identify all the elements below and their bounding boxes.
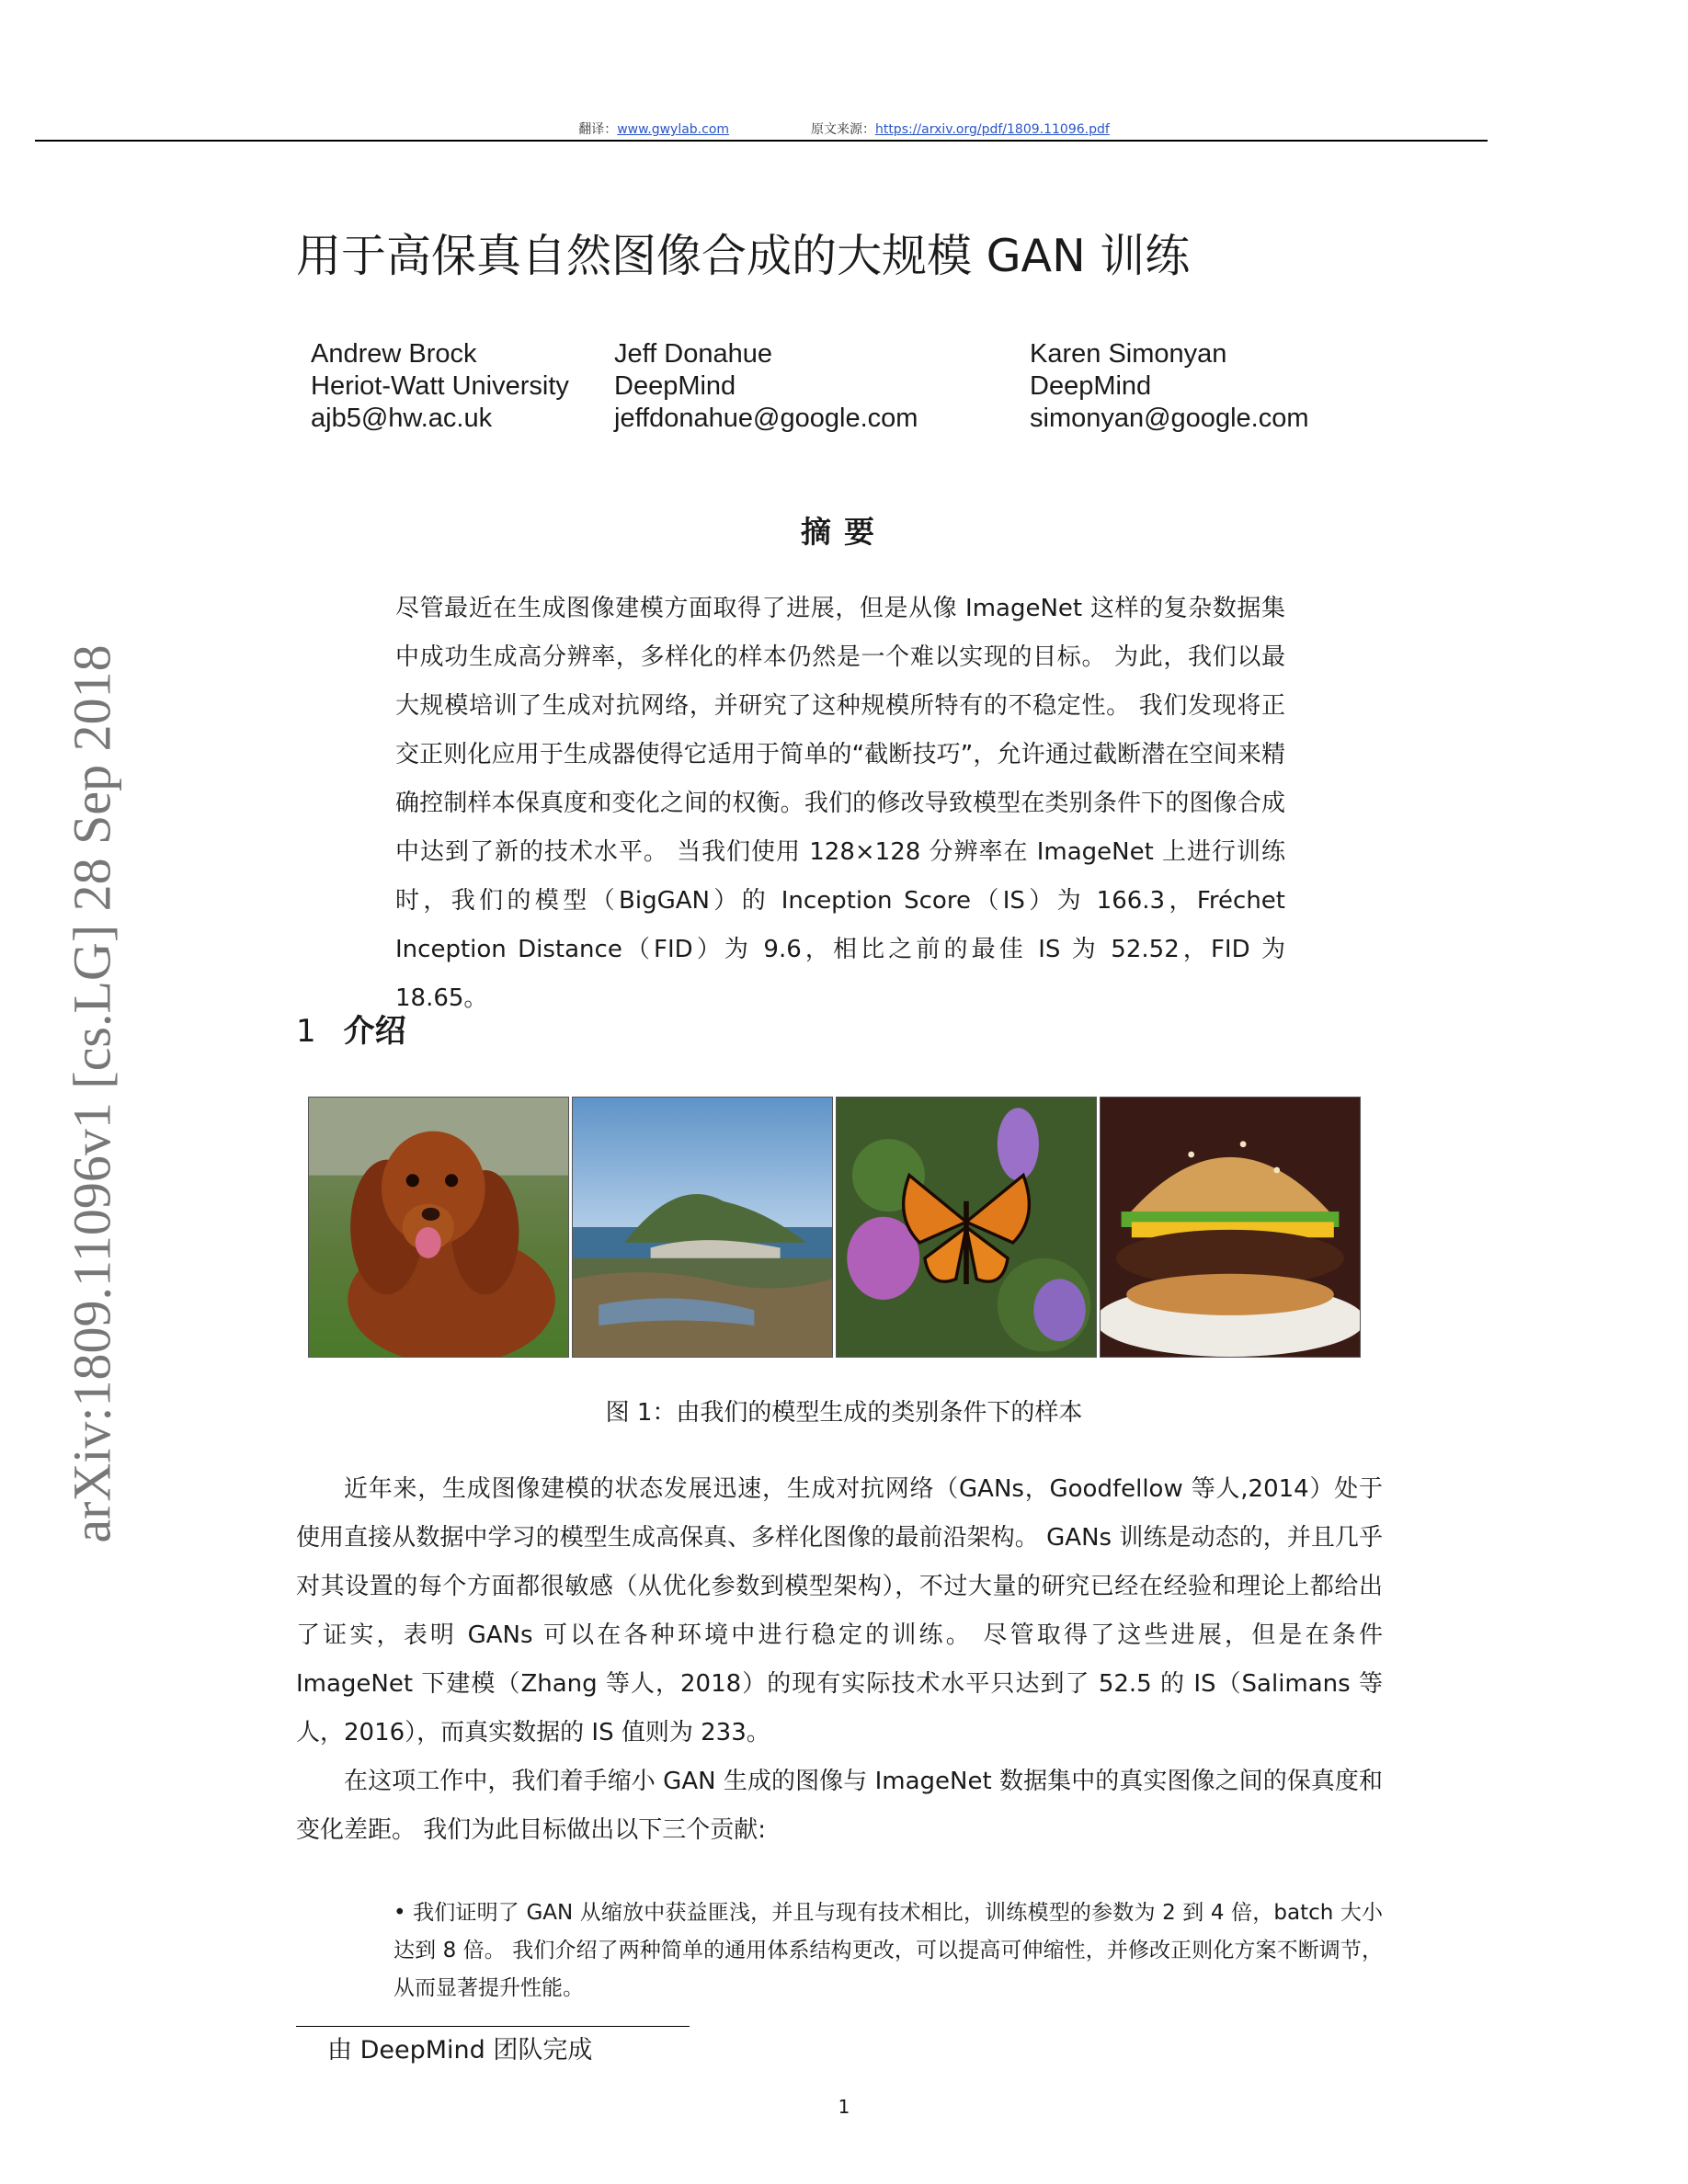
author-block bbox=[1030, 338, 1308, 435]
bullet-symbol: • bbox=[393, 1901, 406, 1925]
author-affiliation: DeepMind bbox=[614, 371, 736, 401]
butterfly-sample-image bbox=[836, 1097, 1097, 1358]
author-block bbox=[311, 338, 569, 435]
bullet-item bbox=[393, 1894, 1383, 2008]
header-rule bbox=[35, 140, 1488, 142]
author-name: Andrew Brock bbox=[311, 339, 477, 369]
translator-label: 翻译： bbox=[578, 122, 618, 137]
burger-sample-image bbox=[1100, 1097, 1361, 1358]
translator-link[interactable]: www.gwylab.com bbox=[617, 122, 730, 137]
abstract-text: 尽管最近在生成图像建模方面取得了进展，但是从像 ImageNet 这样的复杂数据集中成功生成高分辨率，多样化的样本仍然是一个难以实现的目标。 为此，我们以最大规模培训了生成对抗网络，并研究了这种规模所特有的不稳定性。 我们发现将正交正则化应用于生成器使得它适用于简单的“截断技巧”，允许通过截断潜在空间来精确控制样本保真度和变化之间的权衡。我们的修改导致模型在类别条件下的图像合成中达到了新的技术水平。 当我们使用 128×128 分辨率在 ImageNet 上进行训练时，我们的模型（BigGAN）的 Inception Score（IS）为 166.3，Fréchet Inception Distance（FID）为 9.6，相比之前的最佳 IS 为 52.52，FID 为 18.65。 bbox=[395, 595, 1285, 1012]
author-email: ajb5@hw.ac.uk bbox=[311, 404, 493, 433]
author-name: Jeff Donahue bbox=[614, 339, 772, 369]
body-paragraph: 在这项工作中，我们着手缩小 GAN 生成的图像与 ImageNet 数据集中的真实图像之间的保真度和变化差距。 我们为此目标做出以下三个贡献: bbox=[296, 1768, 1383, 1844]
body-paragraph: 近年来，生成图像建模的状态发展迅速，生成对抗网络（GANs，Goodfellow 等人,2014）处于使用直接从数据中学习的模型生成高保真、多样化图像的最前沿架构。 GANs 训练是动态的，并且几乎对其设置的每个方面都很敏感（从优化参数到模型架构），不过大量的研究已经在经验和理论上都给出了证实，表明 GANs 可以在各种环境中进行稳定的训练。 尽管取得了这些进展，但是在条件 ImageNet 下建模（Zhang 等人，2018）的现有实际技术水平只达到了 52.5 的 IS（Salimans 等人，2016），而真实数据的 IS 值则为 233。 bbox=[296, 1475, 1383, 1746]
section-number: 1 bbox=[296, 1013, 316, 1050]
paper-title: 用于高保真自然图像合成的大规模 GAN 训练 bbox=[296, 230, 1191, 282]
header-bar bbox=[0, 119, 1688, 138]
author-affiliation: Heriot-Watt University bbox=[311, 371, 569, 401]
footnote: 由 DeepMind 团队完成 bbox=[327, 2036, 593, 2065]
page-number: 1 bbox=[838, 2096, 850, 2118]
landscape-sample-image bbox=[572, 1097, 833, 1358]
figure-caption: 图 1：由我们的模型生成的类别条件下的样本 bbox=[605, 1399, 1083, 1427]
footnote-rule bbox=[296, 2026, 690, 2027]
source-label: 原文来源： bbox=[810, 122, 875, 137]
arxiv-sidebar-stamp: arXiv:1809.11096v1 [cs.LG] 28 Sep 2018 bbox=[62, 644, 122, 1543]
author-email: jeffdonahue@google.com bbox=[614, 404, 918, 433]
source-link[interactable]: https://arxiv.org/pdf/1809.11096.pdf bbox=[874, 122, 1110, 137]
section-heading bbox=[296, 1006, 406, 1051]
dog-sample-image bbox=[308, 1097, 569, 1358]
author-affiliation: DeepMind bbox=[1030, 371, 1152, 401]
section-title: 介绍 bbox=[343, 1013, 406, 1050]
author-name: Karen Simonyan bbox=[1030, 339, 1227, 369]
bullet-text: 我们证明了 GAN 从缩放中获益匪浅，并且与现有技术相比，训练模型的参数为 2 到 4 倍，batch 大小达到 8 倍。 我们介绍了两种简单的通用体系结构更改，可以提高可伸缩性，并修改正则化方案不断调节，从而显著提升性能。 bbox=[393, 1901, 1384, 2000]
author-email: simonyan@google.com bbox=[1030, 404, 1309, 433]
author-block bbox=[614, 338, 918, 435]
abstract-title: 摘要 bbox=[801, 514, 887, 550]
